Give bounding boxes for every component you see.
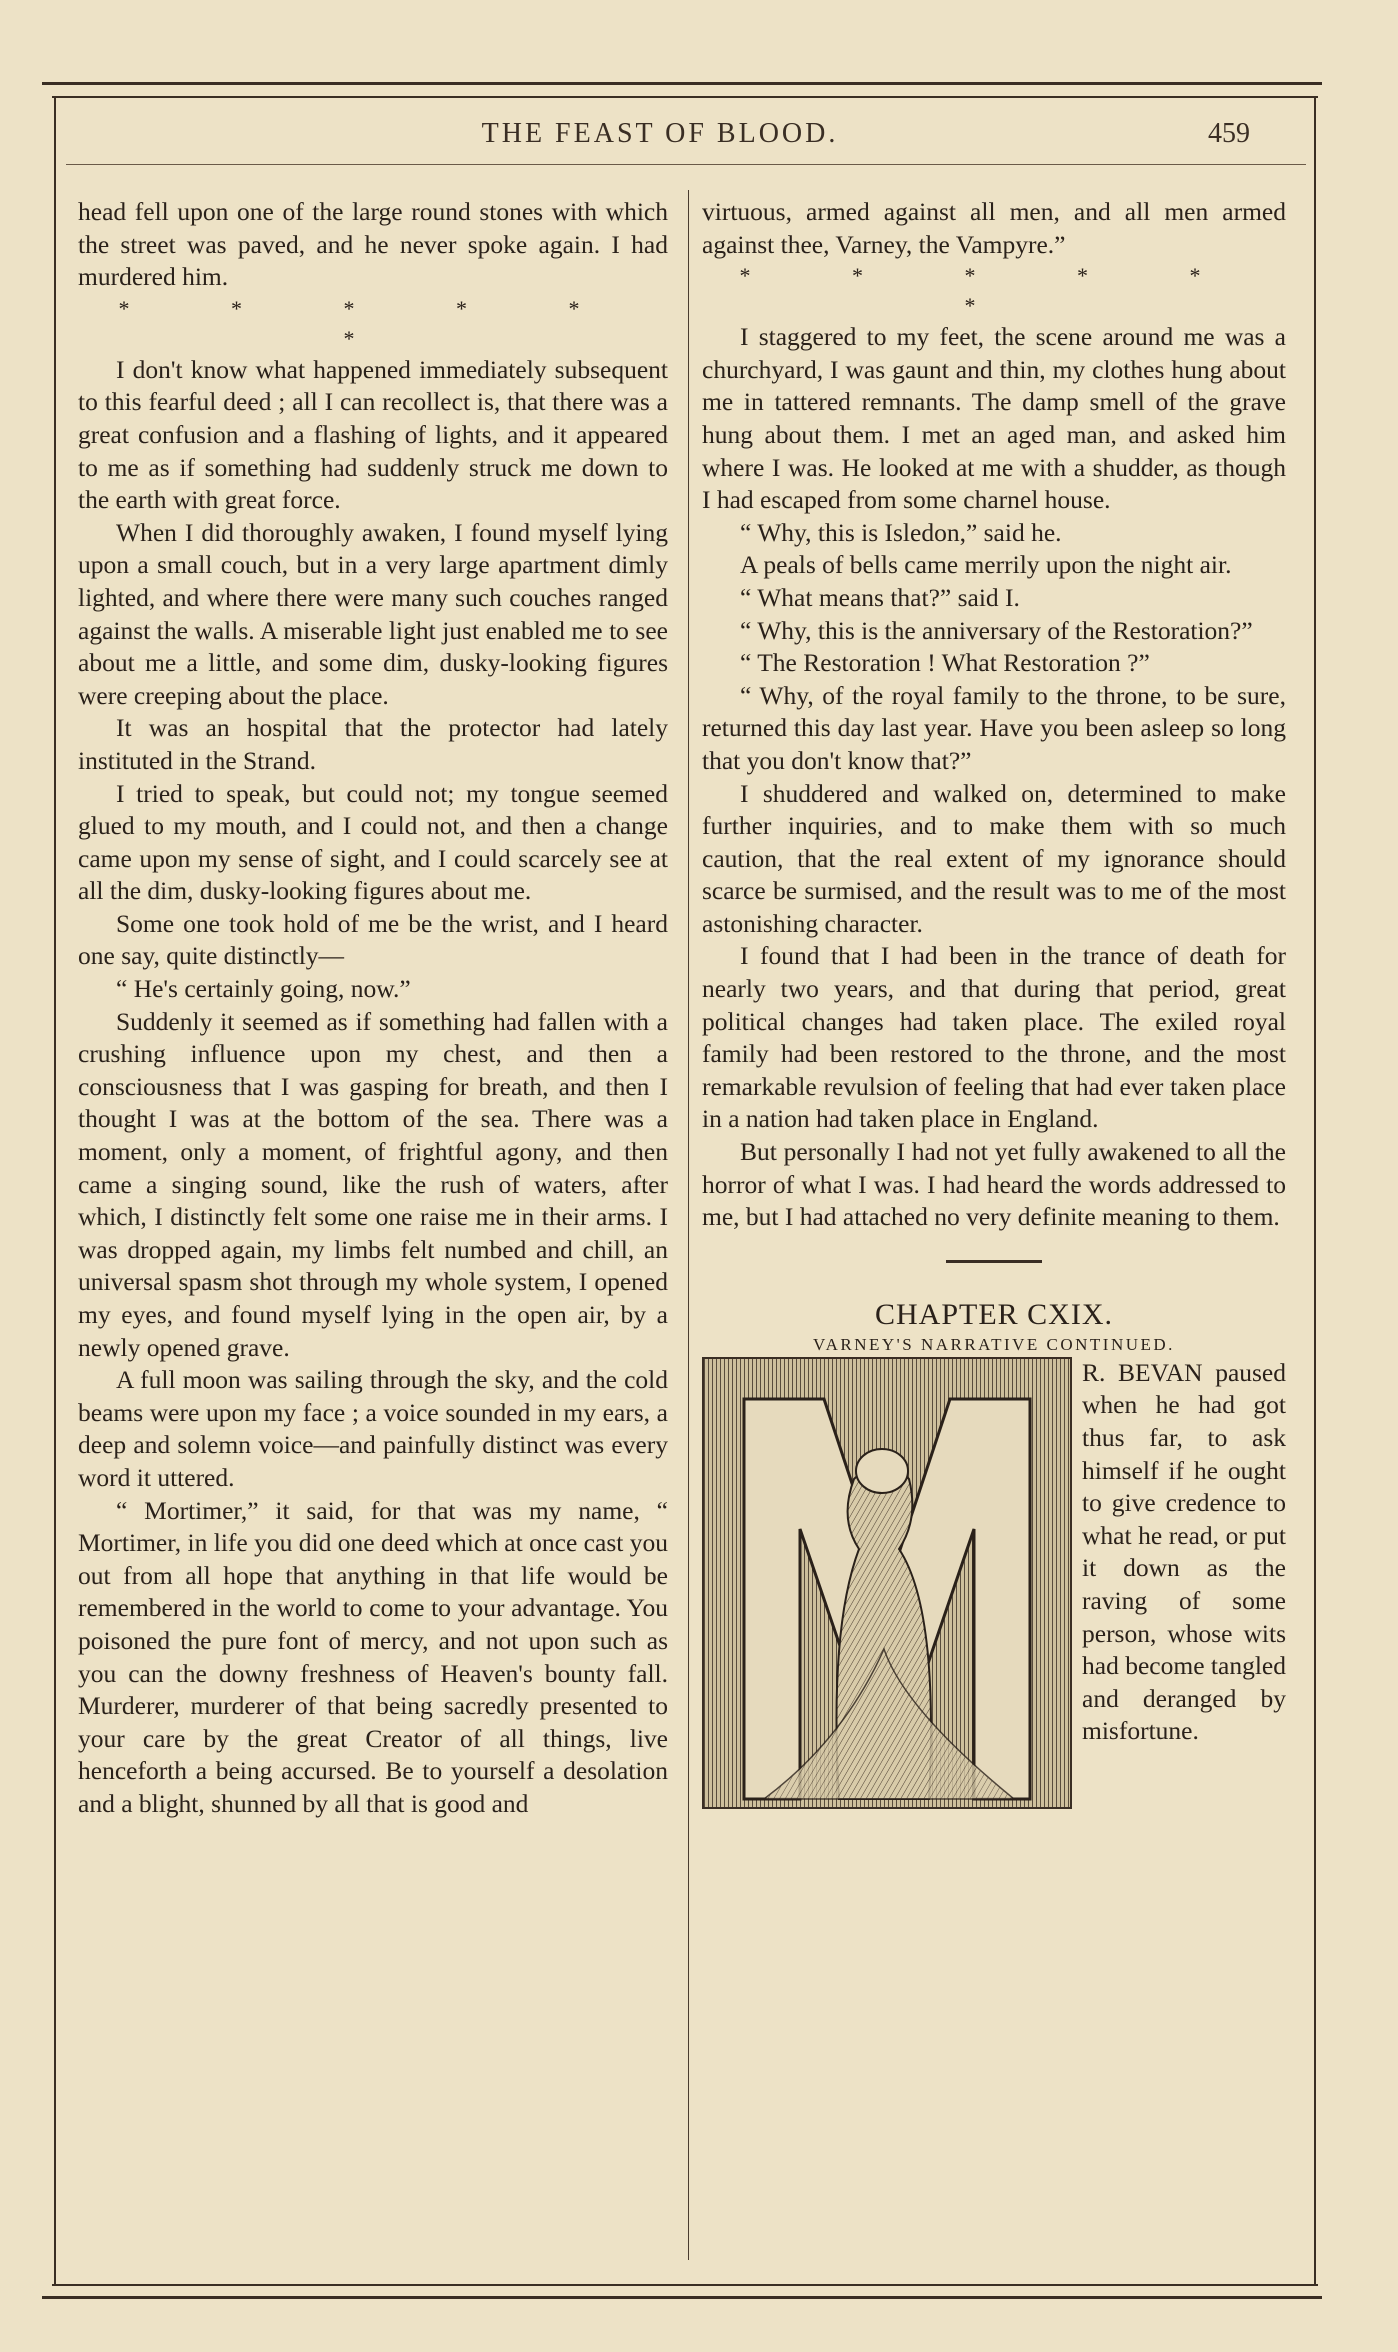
chapter-title: CHAPTER CXIX.: [874, 1297, 1113, 1331]
chapter-separator-rule: [946, 1260, 1042, 1263]
paragraph: “ Why, this is the anniversary of the Restoration?”: [740, 615, 1253, 645]
paragraph: “ He's certainly going, now.”: [116, 974, 411, 1004]
chapter-subtitle: VARNEY'S NARRATIVE CONTINUED.: [813, 1334, 1175, 1354]
illustrated-drop-cap: [702, 1357, 1072, 1809]
right-frame-rule: [1314, 96, 1316, 2284]
section-break-stars: * * * * * *: [118, 295, 628, 351]
paragraph: “ What means that?” said I.: [740, 582, 1020, 612]
bottom-outer-rule: [42, 2296, 1322, 2299]
paragraph: It was an hospital that the protector had lately instituted in the Strand.: [78, 713, 668, 775]
paragraph: “ Why, this is Isledon,” said he.: [740, 517, 1062, 547]
paragraph: I don't know what happened immediately subsequent to this fearful deed ; all I can recollect is, that there was a great confusion and a flashing of lights, and it appeared to me as if something had suddenly struck me down to the earth with great force.: [78, 354, 668, 515]
paragraph: I found that I had been in the trance of death for nearly two years, and that during that period, great political changes had taken place. The exiled royal family had been restored to the throne, and the most remarkable revulsion of feeling that had ever taken place in a nation had taken place in England.: [702, 941, 1286, 1134]
left-frame-rule: [54, 96, 56, 2284]
top-outer-rule: [42, 82, 1322, 85]
paragraph: I staggered to my feet, the scene around me was a churchyard, I was gaunt and thin, my clothes hung about me in tattered remnants. The damp smell of the grave hung about them. I met an aged man, and asked him where I was. He looked at me with a shudder, as though I had escaped from some charnel house.: [702, 322, 1286, 515]
paragraph: “ Why, of the royal family to the throne, to be sure, returned this day last year. Have you been asleep so long that you don't know that?”: [702, 680, 1286, 775]
paragraph: Suddenly it seemed as if something had fallen with a crushing influence upon my chest, and then a consciousness that I was gasping for breath, and then I thought I was at the bottom of the sea. There was a moment, only a moment, of frightful agony, and then came a singing sound, like the rush of waters, after which, I distinctly felt some one raise me in their arms. I was dropped again, my limbs felt numbed and chill, an universal spasm shot through my whole system, I opened my eyes, and found myself lying in the open air, by a newly opened grave.: [78, 1006, 668, 1362]
paragraph: “ Mortimer,” it said, for that was my name, “ Mortimer, in life you did one deed which at once cast you out from all hope that anything in that life would be remembered in the world to come to your advantage. You poisoned the pure font of mercy, and not upon such as you can the downy freshness of Heaven's bounty fall. Murderer, murderer of that being sacredly presented to your care by the great Creator of all things, live henceforth a being accursed. Be to yourself a desolation and a blight, shunned by all that is good and: [78, 1495, 668, 1818]
section-break-stars: * * * * * *: [739, 263, 1249, 319]
paragraph: When I did thoroughly awaken, I found myself lying upon a small couch, but in a very large apartment dimly lighted, and where there were many such couches ranged against the walls. A miserable light just enabled me to see about me a little, and some dim, dusky-looking figures were creeping about the place.: [78, 517, 668, 710]
top-inner-rule: [52, 96, 1318, 98]
paragraph: But personally I had not yet fully awakened to all the horror of what I was. I had heard the words addressed to me, but I had attached no very definite meaning to them.: [702, 1137, 1286, 1232]
paragraph: A full moon was sailing through the sky, and the cold beams were upon my face ; a voice sounded in my ears, a deep and solemn voice—and painfully distinct was every word it uttered.: [78, 1365, 668, 1492]
column-divider: [688, 190, 689, 2260]
paragraph: A peals of bells came merrily upon the night air.: [740, 550, 1232, 580]
paragraph: I tried to speak, but could not; my tongue seemed glued to my mouth, and I could not, and then a change came upon my sense of sight, and I could scarcely see at all the dim, dusky-looking figures about me.: [78, 778, 668, 906]
paragraph: virtuous, armed against all men, and all men armed against thee, Varney, the Vampyre.”: [702, 197, 1286, 259]
chapter-opening-text: paused when he had got thus far, to ask himself if he ought to give credence to what he read, or put it down as the raving of some person, whose wits had become tangled and deranged by misfortune.: [1082, 1357, 1286, 1746]
running-title: THE FEAST OF BLOOD.: [481, 118, 839, 149]
paragraph: I shuddered and walked on, determined to make further inquiries, and to make them with so much caution, that the real extent of my ignorance should scarce be surmised, and the result was to me of the most astonishing character.: [702, 778, 1286, 938]
paragraph: head fell upon one of the large round stones with which the street was paved, and he never spoke again. I had murdered him.: [78, 197, 668, 292]
left-column: [78, 196, 668, 1821]
chapter-opening: [702, 1357, 1286, 1748]
right-column: [702, 196, 1286, 1813]
paragraph: Some one took hold of me be the wrist, and I heard one say, quite distinctly—: [78, 908, 668, 971]
bottom-inner-rule: [52, 2284, 1318, 2286]
page-number: 459: [1208, 118, 1250, 149]
paragraph: “ The Restoration ! What Restoration ?”: [740, 648, 1150, 678]
header-rule: [66, 164, 1306, 165]
drop-cap-engraving: [704, 1359, 1070, 1807]
page-header: [60, 118, 1260, 158]
chapter-lead-in: R. BEVAN: [1082, 1357, 1203, 1387]
